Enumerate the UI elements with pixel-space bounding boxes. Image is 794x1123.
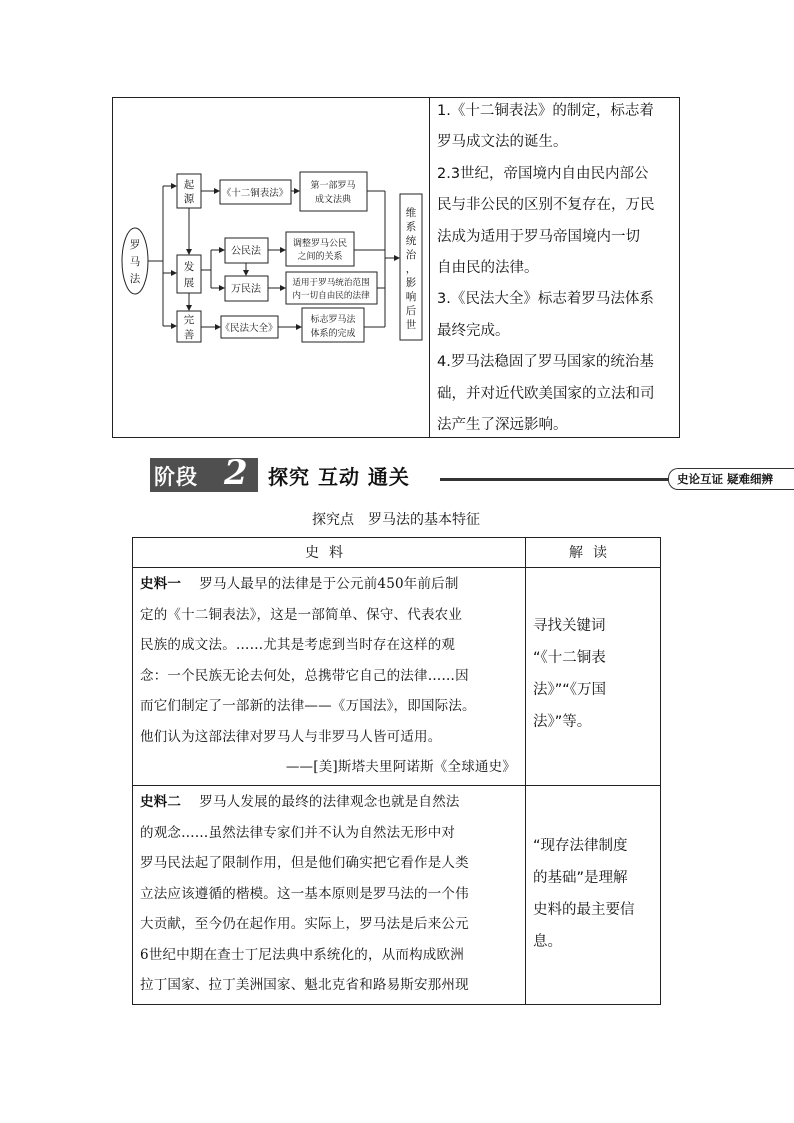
code-label: 《民法大全》 bbox=[220, 323, 278, 334]
table-rule-top bbox=[132, 537, 661, 538]
summary-line: 民与非公民的区别不复存在，万民 bbox=[437, 197, 655, 214]
source-label: 史料一 bbox=[140, 576, 182, 592]
source-line: 他们认为这部法律对罗马人与非罗马人皆可适用。 bbox=[140, 728, 442, 745]
table-rule-middle bbox=[132, 785, 661, 786]
summary-line: 2.3世纪，帝国境内自由民内部公 bbox=[437, 165, 649, 182]
inquiry-title: 探究点 罗马法的基本特征 bbox=[312, 512, 480, 528]
source-label: 史料二 bbox=[140, 794, 182, 810]
result-char: 维 bbox=[405, 207, 417, 219]
source-2 bbox=[140, 787, 520, 1001]
interpretation-line: 息。 bbox=[533, 934, 562, 950]
result-char: 后 bbox=[405, 305, 417, 317]
stage-word: 阶段 bbox=[154, 465, 198, 489]
table-rule-center bbox=[525, 537, 526, 1005]
source-line: 史料二 罗马人发展的最终的法律观念也就是自然法 bbox=[140, 794, 460, 810]
center-char-3: 法 bbox=[129, 273, 141, 285]
interpretation-line: 史料的最主要信 bbox=[533, 902, 635, 918]
summary-line: 最终完成。 bbox=[437, 322, 510, 339]
civil-note-line1: 调整罗马公民 bbox=[292, 239, 348, 249]
interpretation-line: 的基础”是理解 bbox=[533, 870, 628, 886]
summary-line: 法产生了深远影响。 bbox=[437, 417, 568, 434]
stage-origin-c1: 起 bbox=[183, 179, 195, 191]
table-rule-right bbox=[660, 537, 661, 1005]
result-char: 治 bbox=[405, 249, 417, 261]
banner-tag: 史论互证 疑难细辨 bbox=[668, 468, 794, 490]
origin-note-box bbox=[300, 172, 367, 211]
stage-develop-c2: 展 bbox=[183, 277, 195, 289]
result-char: 影 bbox=[405, 277, 417, 289]
center-char-1: 罗 bbox=[129, 239, 141, 251]
result-char: 响 bbox=[405, 291, 417, 303]
source-line: 大贡献，至今仍在起作用。实际上，罗马法是后来公元 bbox=[140, 916, 469, 932]
stage-origin-c2: 源 bbox=[183, 193, 195, 205]
nations-note-line2: 内一切自由民的法律 bbox=[292, 291, 370, 301]
center-char-2: 马 bbox=[129, 256, 141, 268]
nations-law-label: 万民法 bbox=[231, 284, 261, 295]
source-citation: ——[美]斯塔夫里阿诺斯《全球通史》 bbox=[285, 759, 516, 775]
stage-number: 2 bbox=[224, 453, 248, 493]
source-line: 而它们制定了一部新的法律——《万国法》，即国际法。 bbox=[140, 698, 476, 714]
result-char: 世 bbox=[405, 319, 417, 331]
result-text bbox=[406, 206, 417, 331]
source-line: 罗马民法起了限制作用，但是他们确实把它看作是人类 bbox=[140, 855, 469, 871]
source-line: 6世纪中期在查士丁尼法典中系统化的，从而构成欧洲 bbox=[140, 946, 464, 963]
table-rule-bottom bbox=[132, 1004, 661, 1005]
code-note-line2: 体系的完成 bbox=[310, 329, 356, 339]
source-line: 拉丁国家、拉丁美洲国家、魁北克省和路易斯安那州现 bbox=[140, 977, 469, 993]
source-line: 史料一 罗马人最早的法律是于公元前450年前后制 bbox=[140, 576, 459, 592]
source-line: 民族的成文法。……尤其是考虑到当时存在这样的观 bbox=[140, 637, 456, 653]
origin-note-line2: 成文法典 bbox=[314, 195, 352, 205]
header-source: 史料 bbox=[305, 545, 353, 561]
roman-law-diagram bbox=[113, 98, 429, 437]
civil-law-label: 公民法 bbox=[231, 246, 261, 257]
summary-line: 1.《十二铜表法》的制定，标志着 bbox=[437, 103, 654, 119]
stage-perfect-c1: 完 bbox=[183, 314, 195, 326]
summary-line: 罗马成文法的诞生。 bbox=[437, 134, 568, 151]
header-interpret: 解读 bbox=[569, 545, 617, 561]
summary-line: 础，并对近代欧美国家的立法和司 bbox=[437, 385, 655, 402]
summary-line: 3.《民法大全》标志着罗马法体系 bbox=[437, 291, 654, 308]
result-char: 统 bbox=[405, 235, 417, 247]
summary-line: 4.罗马法稳固了罗马国家的统治基 bbox=[437, 354, 654, 371]
table-rule-left bbox=[132, 537, 133, 1005]
stage-title: 探究 互动 通关 bbox=[268, 465, 410, 489]
source-line: 定的《十二铜表法》，这是一部简单、保守、代表农业 bbox=[140, 606, 463, 623]
origin-note-line1: 第一部罗马 bbox=[310, 181, 356, 191]
interpretation-line: “《十二铜表 bbox=[533, 650, 606, 666]
interpretation-1 bbox=[533, 610, 655, 738]
stage-develop-c1: 发 bbox=[183, 261, 195, 273]
banner-rule bbox=[440, 478, 668, 481]
code-note-line1: 标志罗马法 bbox=[310, 315, 356, 325]
summary-text bbox=[437, 96, 677, 441]
nations-note-line1: 适用于罗马统治范围 bbox=[292, 278, 370, 288]
result-char: 系 bbox=[405, 221, 417, 233]
source-1 bbox=[140, 569, 520, 783]
civil-note-line2: 之间的关系 bbox=[297, 252, 343, 262]
stage-perfect-c2: 善 bbox=[183, 329, 195, 341]
summary-line: 法成为适用于罗马帝国境内一切 bbox=[437, 228, 640, 245]
origin-law-label: 《十二铜表法》 bbox=[221, 188, 289, 199]
source-line: 念：一个民族无论去何处，总携带它自己的法律……因 bbox=[140, 667, 469, 684]
summary-line: 自由民的法律。 bbox=[437, 260, 539, 277]
summary-table-divider bbox=[429, 97, 430, 438]
interpretation-line: 寻找关键词 bbox=[533, 618, 606, 634]
interpretation-line: 法》”“《万国 bbox=[533, 682, 607, 698]
interpretation-2 bbox=[533, 830, 655, 958]
interpretation-line: “现存法律制度 bbox=[533, 838, 628, 854]
table-rule-header bbox=[132, 567, 661, 568]
interpretation-line: 法》”等。 bbox=[533, 714, 592, 730]
result-char: ， bbox=[405, 263, 417, 275]
source-line: 立法应该遵循的楷模。这一基本原则是罗马法的一个伟 bbox=[140, 885, 469, 902]
source-line: 的观念……虽然法律专家们并不认为自然法无形中对 bbox=[140, 824, 456, 841]
